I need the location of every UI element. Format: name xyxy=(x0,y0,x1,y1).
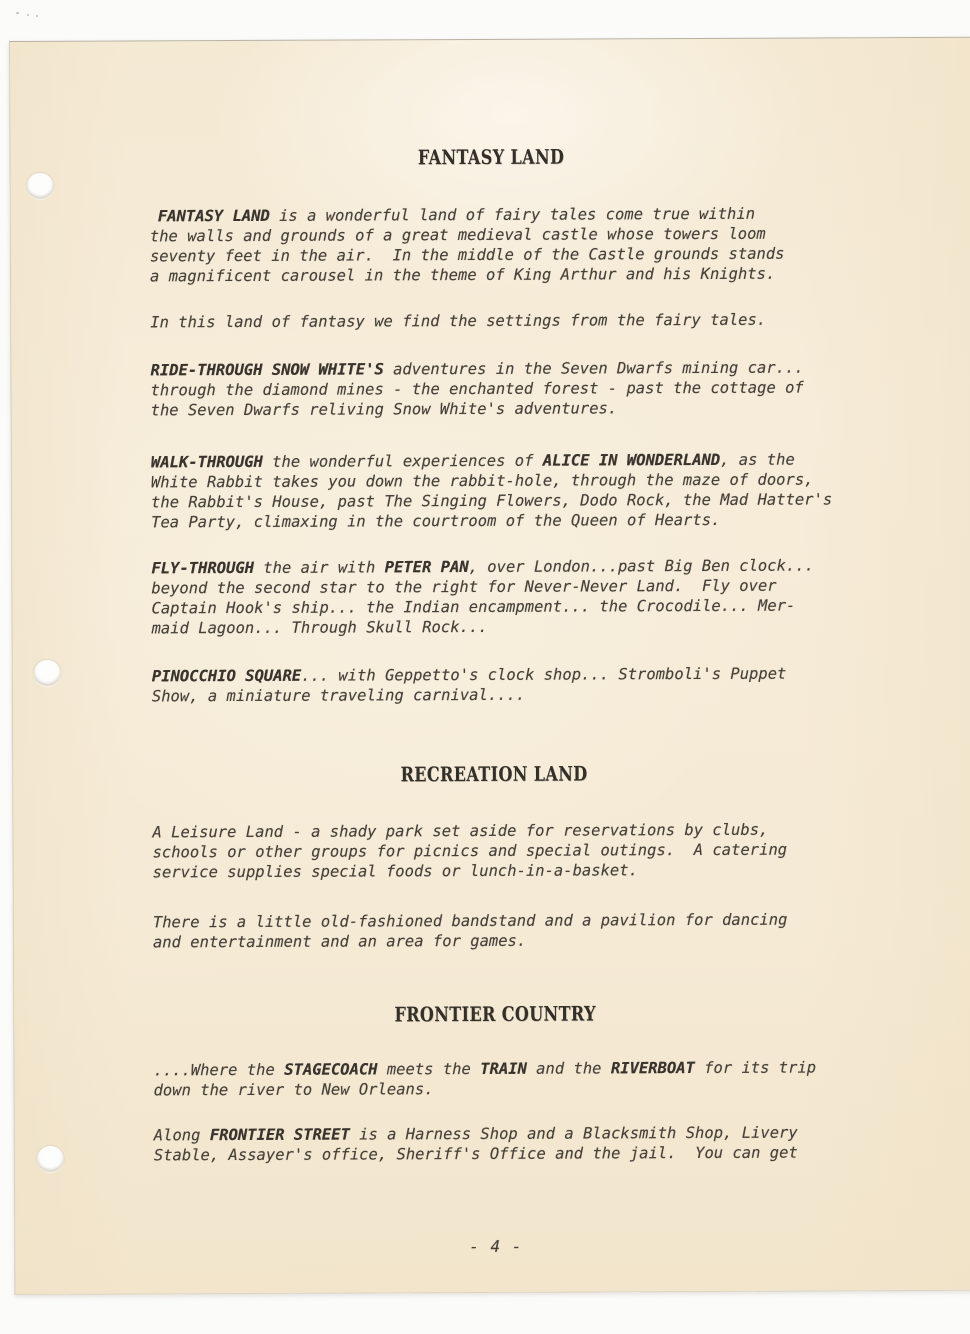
body-text: down the river to New Orleans. xyxy=(153,1080,434,1100)
paragraph xyxy=(150,357,970,421)
paragraph xyxy=(151,449,970,533)
page-number: - 4 - xyxy=(469,1236,523,1257)
emphasized-text: PINOCCHIO SQUARE xyxy=(151,666,302,686)
body-text: In this land of fantasy we find the settings from the fairy tales. xyxy=(150,310,767,332)
emphasized-text: TRAIN xyxy=(480,1059,527,1078)
emphasized-text: FANTASY LAND xyxy=(157,206,270,226)
document-content xyxy=(10,145,970,1166)
body-text: a magnificent carousel in the theme of King Arthur and his Knights. xyxy=(149,264,776,286)
text-line xyxy=(151,397,970,421)
body-text: ... with Geppetto's clock shop... Stromboli's Puppet xyxy=(301,664,787,685)
section-heading-text: FANTASY LAND xyxy=(417,144,565,170)
body-text: the Seven Dwarfs reliving Snow White's adventures. xyxy=(150,399,618,420)
body-text: beyond the second star to the right for Never-Never Land. Fly over xyxy=(151,576,777,598)
text-line xyxy=(154,1077,970,1101)
paragraph xyxy=(152,663,970,707)
text-line xyxy=(153,929,970,953)
emphasized-text: PETER PAN xyxy=(384,557,469,577)
body-text: is a wonderful land of fairy tales come true within xyxy=(269,204,756,225)
text-line xyxy=(153,859,970,883)
body-text: , over London...past Big Ben clock... xyxy=(468,556,814,576)
text-line xyxy=(151,509,970,533)
scan-speck xyxy=(27,14,29,16)
emphasized-text: STAGECOACH xyxy=(284,1060,378,1079)
text-line xyxy=(150,263,970,287)
body-text: the air with xyxy=(253,558,385,577)
body-text: Stable, Assayer's office, Sheriff's Office and the jail. You can get xyxy=(153,1143,798,1165)
body-text: the walls and grounds of a great medieval castle whose towers loom xyxy=(149,224,766,246)
paragraph xyxy=(150,203,970,287)
emphasized-text: ALICE IN WONDERLAND xyxy=(542,450,721,470)
body-text: the wonderful experiences of xyxy=(262,451,543,471)
section-heading xyxy=(14,1002,970,1026)
text-line xyxy=(150,309,970,333)
body-text: through the diamond mines - the enchanted forest - past the cottage of xyxy=(150,378,804,400)
body-text: schools or other groups for picnics and special outings. A catering xyxy=(152,840,788,862)
body-text: ....Where the xyxy=(153,1060,285,1080)
paragraph xyxy=(153,909,970,953)
section-heading-text: FRONTIER COUNTRY xyxy=(393,1001,596,1027)
emphasized-text: RIDE-THROUGH SNOW WHITE'S xyxy=(150,360,384,380)
text-line xyxy=(154,1142,970,1166)
scan-speck xyxy=(36,15,38,17)
paragraph xyxy=(153,1057,970,1101)
body-text: Tea Party, climaxing in the courtroom of the Queen of Hearts. xyxy=(151,510,721,532)
body-text: for its trip xyxy=(694,1058,817,1078)
body-text: White Rabbit takes you down the rabbit-hole, through the maze of doors, xyxy=(150,470,814,492)
paragraph xyxy=(154,1122,970,1166)
text-line xyxy=(152,683,970,707)
body-text: , as the xyxy=(720,450,795,469)
section-heading xyxy=(13,762,970,786)
section-heading-text: RECREATION LAND xyxy=(400,761,588,787)
scan-speck xyxy=(16,12,19,14)
section-heading xyxy=(10,145,970,169)
paragraph xyxy=(150,309,970,333)
paragraph xyxy=(151,555,970,639)
text-line xyxy=(152,615,970,639)
body-text: Captain Hook's ship... the Indian encampment... the Crocodile... Mer- xyxy=(151,596,796,618)
body-text: adventures in the Seven Dwarfs mining car... xyxy=(383,358,804,379)
document-page xyxy=(9,37,970,1295)
body-text: and the xyxy=(526,1059,611,1078)
body-text: maid Lagoon... Through Skull Rock... xyxy=(151,617,488,638)
paragraph xyxy=(152,819,970,883)
body-text: There is a little old-fashioned bandstand and a pavilion for dancing xyxy=(152,910,788,932)
body-text: meets the xyxy=(377,1059,481,1079)
body-text: and entertainment and an area for games. xyxy=(152,931,527,952)
body-text: Along xyxy=(153,1126,210,1145)
body-text: the Rabbit's House, past The Singing Flowers, Dodo Rock, the Mad Hatter's xyxy=(150,490,833,512)
body-text: Show, a miniature traveling carnival.... xyxy=(151,685,526,706)
body-text: A Leisure Land - a shady park set aside for reservations by clubs, xyxy=(152,820,769,842)
emphasized-text: RIVERBOAT xyxy=(610,1059,695,1078)
emphasized-text: FLY-THROUGH xyxy=(151,558,254,578)
emphasized-text: WALK-THROUGH xyxy=(150,452,263,472)
body-text: is a Harness Shop and a Blacksmith Shop, Livery xyxy=(349,1123,798,1144)
body-text: service supplies special foods or lunch-in-a-basket. xyxy=(152,861,638,882)
body-text: seventy feet in the air. In the middle of the Castle grounds stands xyxy=(149,244,785,266)
emphasized-text: FRONTIER STREET xyxy=(209,1125,350,1145)
